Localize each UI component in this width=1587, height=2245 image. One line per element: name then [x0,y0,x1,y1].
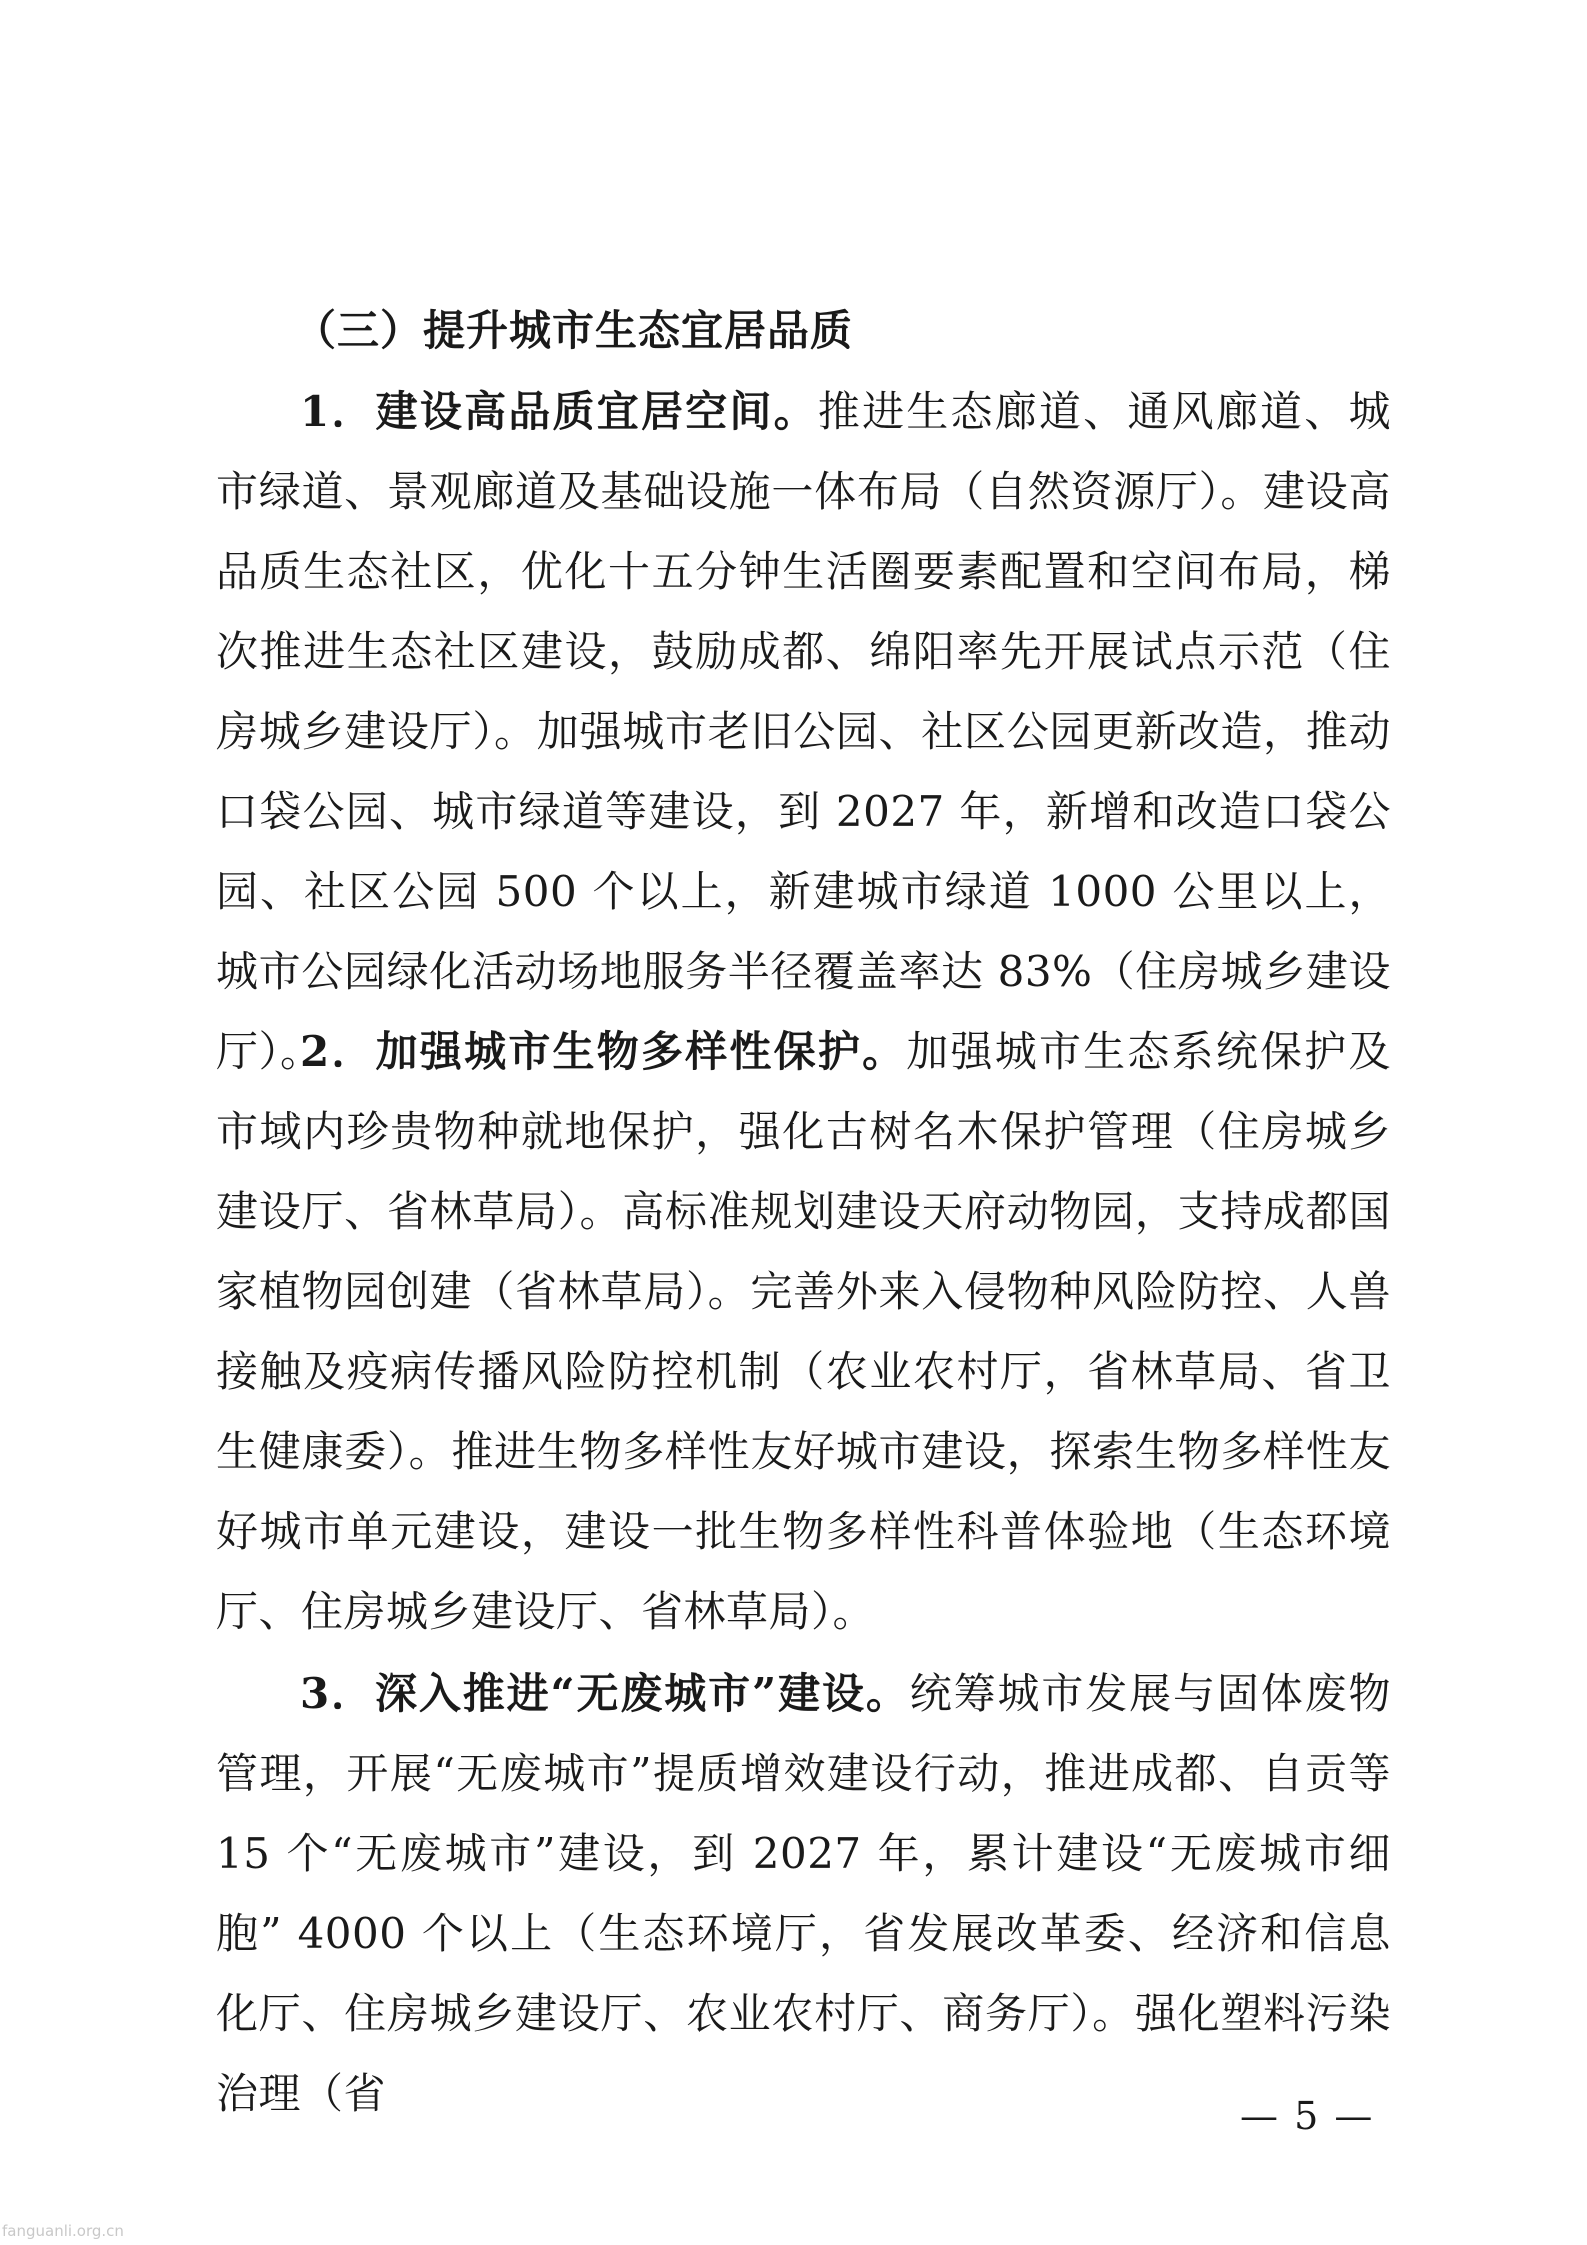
paragraph-1-body: 推进生态廊道、通风廊道、城市绿道、景观廊道及基础设施一体布局（自然资源厅）。建设高品质生态社区，优化十五分钟生活圈要素配置和空间布局，梯次推进生态社区建设，鼓励成都、绵阳率先开展试点示范（住房城乡建设厅）。加强城市老旧公园、社区公园更新改造，推动口袋公园、城市绿道等建设，到 2027 年，新增和改造口袋公园、社区公园 500 个以上，新建城市绿道 1000 公里以上，城市公园绿化活动场地服务半径覆盖率达 83%（住房城乡建设厅）。 [216,387,1391,1076]
paragraph-3-lead: 3．深入推进“无废城市”建设。 [300,1669,910,1718]
paragraph-1-lead: 1．建设高品质宜居空间。 [300,387,818,436]
paragraph-2 [216,1012,1391,1652]
section-heading: （三）提升城市生态宜居品质 [294,306,854,355]
paragraph-2-lead: 2．加强城市生物多样性保护。 [300,1027,907,1076]
watermark: fanguanli.org.cn [2,2222,124,2240]
paragraph-2-body: 加强城市生态系统保护及市域内珍贵物种就地保护，强化古树名木保护管理（住房城乡建设厅、省林草局）。高标准规划建设天府动物园，支持成都国家植物园创建（省林草局）。完善外来入侵物种风险防控、人兽接触及疫病传播风险防控机制（农业农村厅，省林草局、省卫生健康委）。推进生物多样性友好城市建设，探索生物多样性友好城市单元建设，建设一批生物多样性科普体验地（生态环境厅、住房城乡建设厅、省林草局）。 [216,1027,1391,1636]
page-number: — 5 — [1240,2094,1375,2138]
paragraph-3-body: 统筹城市发展与固体废物管理，开展“无废城市”提质增效建设行动，推进成都、自贡等 15 个“无废城市”建设，到 2027 年，累计建设“无废城市细胞” 4000 个以上（生态环境厅，省发展改革委、经济和信息化厅、住房城乡建设厅、农业农村厅、商务厅）。强化塑料污染治理（省 [216,1669,1391,2118]
paragraph-3 [216,1654,1391,2134]
paragraph-1 [216,372,1391,1092]
